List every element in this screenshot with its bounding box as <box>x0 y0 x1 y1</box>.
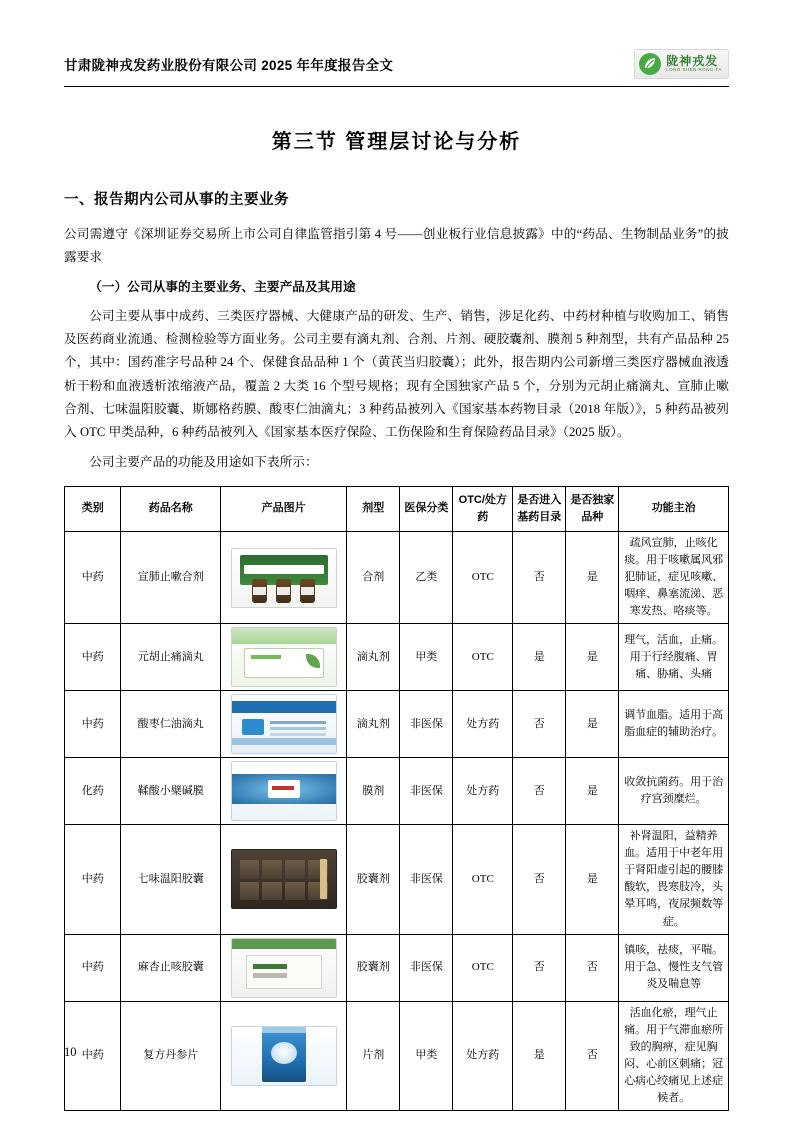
logo-text-cn: 陇神戎发 <box>666 54 719 69</box>
table-header-row <box>65 486 729 531</box>
cell-exclusive: 否 <box>566 934 619 1001</box>
cell-product-image <box>221 1001 347 1110</box>
cell-exclusive: 是 <box>566 532 619 624</box>
logo-text-en: LONG SHEN RONG FA <box>666 66 722 72</box>
table-header-cell: 功能主治 <box>619 486 729 531</box>
table-row <box>65 1001 729 1110</box>
table-row <box>65 825 729 934</box>
cell-product-image <box>221 691 347 758</box>
product-image-suanzaorenyou-diwan <box>231 694 337 754</box>
cell-indication: 镇咳，祛痰，平喘。用于急、慢性支气管炎及喘息等 <box>619 934 729 1001</box>
cell-category: 中药 <box>65 1001 121 1110</box>
cell-insurance-class: 乙类 <box>400 532 453 624</box>
cell-product-image <box>221 825 347 934</box>
table-row <box>65 691 729 758</box>
cell-otc-class: OTC <box>453 624 513 691</box>
cell-product-name: 宣肺止嗽合剂 <box>121 532 221 624</box>
cell-product-name: 麻杏止咳胶囊 <box>121 934 221 1001</box>
cell-essential-drug: 是 <box>513 624 566 691</box>
cell-otc-class: 处方药 <box>453 691 513 758</box>
table-row <box>65 934 729 1001</box>
cell-product-image <box>221 758 347 825</box>
cell-otc-class: 处方药 <box>453 758 513 825</box>
cell-product-name: 复方丹参片 <box>121 1001 221 1110</box>
cell-insurance-class: 非医保 <box>400 934 453 1001</box>
page-title: 第三节 管理层讨论与分析 <box>271 131 522 153</box>
table-header-cell: 类别 <box>65 486 121 531</box>
product-image-yuanhu-zhitong-diwan <box>231 627 337 687</box>
cell-indication: 理气，活血，止痛。用于行经腹痛、胃痛、胁痛、头痛 <box>619 624 729 691</box>
cell-category: 中药 <box>65 532 121 624</box>
cell-exclusive: 是 <box>566 825 619 934</box>
cell-dosage-form: 胶囊剂 <box>347 934 400 1001</box>
cell-insurance-class: 甲类 <box>400 1001 453 1110</box>
cell-insurance-class: 甲类 <box>400 624 453 691</box>
logo-text <box>666 55 722 72</box>
cell-indication: 补肾温阳，益精养血。适用于中老年用于肾阳虚引起的腰膝酸软，畏寒肢冷，头晕耳鸣，夜尿频数等症。 <box>619 825 729 934</box>
cell-category: 中药 <box>65 934 121 1001</box>
table-header-cell: 产品图片 <box>221 486 347 531</box>
leaf-logo-icon <box>639 53 661 75</box>
cell-exclusive: 是 <box>566 691 619 758</box>
cell-dosage-form: 滴丸剂 <box>347 691 400 758</box>
page-number: 10 <box>64 1045 77 1059</box>
cell-essential-drug: 否 <box>513 758 566 825</box>
product-image-qiwei-wenyang-jiaonang <box>231 849 337 909</box>
cell-product-name: 元胡止痛滴丸 <box>121 624 221 691</box>
cell-essential-drug: 否 <box>513 691 566 758</box>
page-header <box>64 44 729 84</box>
cell-category: 化药 <box>65 758 121 825</box>
cell-otc-class: OTC <box>453 934 513 1001</box>
cell-indication: 收敛抗菌药。用于治疗宫颈糜烂。 <box>619 758 729 825</box>
cell-essential-drug: 否 <box>513 934 566 1001</box>
cell-dosage-form: 滴丸剂 <box>347 624 400 691</box>
table-header-cell: 药品名称 <box>121 486 221 531</box>
product-image-xuanfei-zhisou-heji <box>231 548 337 608</box>
paragraph-disclosure-requirement: 公司需遵守《深圳证券交易所上市公司自律监管指引第 4 号——创业板行业信息披露》中的“药品、生物制品业务”的披露要求 <box>64 227 729 265</box>
cell-product-image <box>221 624 347 691</box>
cell-dosage-form: 胶囊剂 <box>347 825 400 934</box>
cell-indication: 调节血脂。适用于高脂血症的辅助治疗。 <box>619 691 729 758</box>
cell-indication: 活血化瘀，理气止痛。用于气滞血瘀所致的胸痹，症见胸闷、心前区刺痛；冠心病心绞痛见上述症候者。 <box>619 1001 729 1110</box>
cell-dosage-form: 合剂 <box>347 532 400 624</box>
company-logo <box>634 49 729 79</box>
subheading-main-business: （一）公司从事的主要业务、主要产品及其用途 <box>89 279 356 294</box>
cell-product-name: 七味温阳胶囊 <box>121 825 221 934</box>
cell-otc-class: OTC <box>453 825 513 934</box>
cell-insurance-class: 非医保 <box>400 691 453 758</box>
header-divider <box>64 86 729 87</box>
product-image-maxing-zhike-jiaonang <box>231 938 337 998</box>
cell-indication: 疏风宣肺，止咳化痰。用于咳嗽属风邪犯肺证，症见咳嗽、咽痒、鼻塞流涕、恶寒发热、咯痰等。 <box>619 532 729 624</box>
cell-dosage-form: 膜剂 <box>347 758 400 825</box>
product-table <box>64 486 729 1111</box>
table-header-cell: 是否独家品种 <box>566 486 619 531</box>
product-image-fufang-danshen-pian <box>231 1026 337 1086</box>
running-title: 甘肃陇神戎发药业股份有限公司 2025 年年度报告全文 <box>64 58 394 73</box>
paragraph-table-intro: 公司主要产品的功能及用途如下表所示： <box>89 454 318 469</box>
cell-insurance-class: 非医保 <box>400 758 453 825</box>
section-subtitle: 一、报告期内公司从事的主要业务 <box>64 192 289 208</box>
product-image-roususan-xiaoboji-mo <box>231 761 337 821</box>
cell-exclusive: 是 <box>566 758 619 825</box>
cell-product-name: 鞣酸小檗碱膜 <box>121 758 221 825</box>
cell-insurance-class: 非医保 <box>400 825 453 934</box>
cell-category: 中药 <box>65 825 121 934</box>
cell-otc-class: 处方药 <box>453 1001 513 1110</box>
cell-exclusive: 是 <box>566 624 619 691</box>
table-row <box>65 624 729 691</box>
table-header-cell: 是否进入基药目录 <box>513 486 566 531</box>
cell-exclusive: 否 <box>566 1001 619 1110</box>
paragraph-business-overview: 公司主要从事中成药、三类医疗器械、大健康产品的研发、生产、销售，涉足化药、中药材种植与收购加工、销售及医药商业流通、检测检验等方面业务。公司主要有滴丸剂、合剂、片剂、硬胶囊剂、膜剂 5 种剂型，共有产品品种 25 个，其中：国药准字号品种 24 个、保健食品品种 1 个（黄芪当归胶囊）；此外，报告期内公司新增三类医疗器械血液透析干粉和血液透析浓缩液产品，覆盖 2 大类 16 个型号规格；现有全国独家产品 5 个，分别为元胡止痛滴丸、宣肺止嗽合剂、七味温阳胶囊、斯娜格药膜、酸枣仁油滴丸；3 种药品被列入《国家基本药物目录（2018 年版）》，5 种药品被列入 OTC 甲类品种，6 种药品被列入《国家基本医疗保险、工伤保险和生育保险药品目录》（2025 版）。 <box>64 308 729 440</box>
table-header-cell: OTC/处方药 <box>453 486 513 531</box>
table-row <box>65 758 729 825</box>
cell-product-image <box>221 532 347 624</box>
cell-product-name: 酸枣仁油滴丸 <box>121 691 221 758</box>
cell-essential-drug: 否 <box>513 532 566 624</box>
table-header-cell: 医保分类 <box>400 486 453 531</box>
cell-essential-drug: 是 <box>513 1001 566 1110</box>
table-header-cell: 剂型 <box>347 486 400 531</box>
cell-essential-drug: 否 <box>513 825 566 934</box>
cell-otc-class: OTC <box>453 532 513 624</box>
cell-dosage-form: 片剂 <box>347 1001 400 1110</box>
cell-product-image <box>221 934 347 1001</box>
cell-category: 中药 <box>65 691 121 758</box>
cell-category: 中药 <box>65 624 121 691</box>
table-row <box>65 532 729 624</box>
